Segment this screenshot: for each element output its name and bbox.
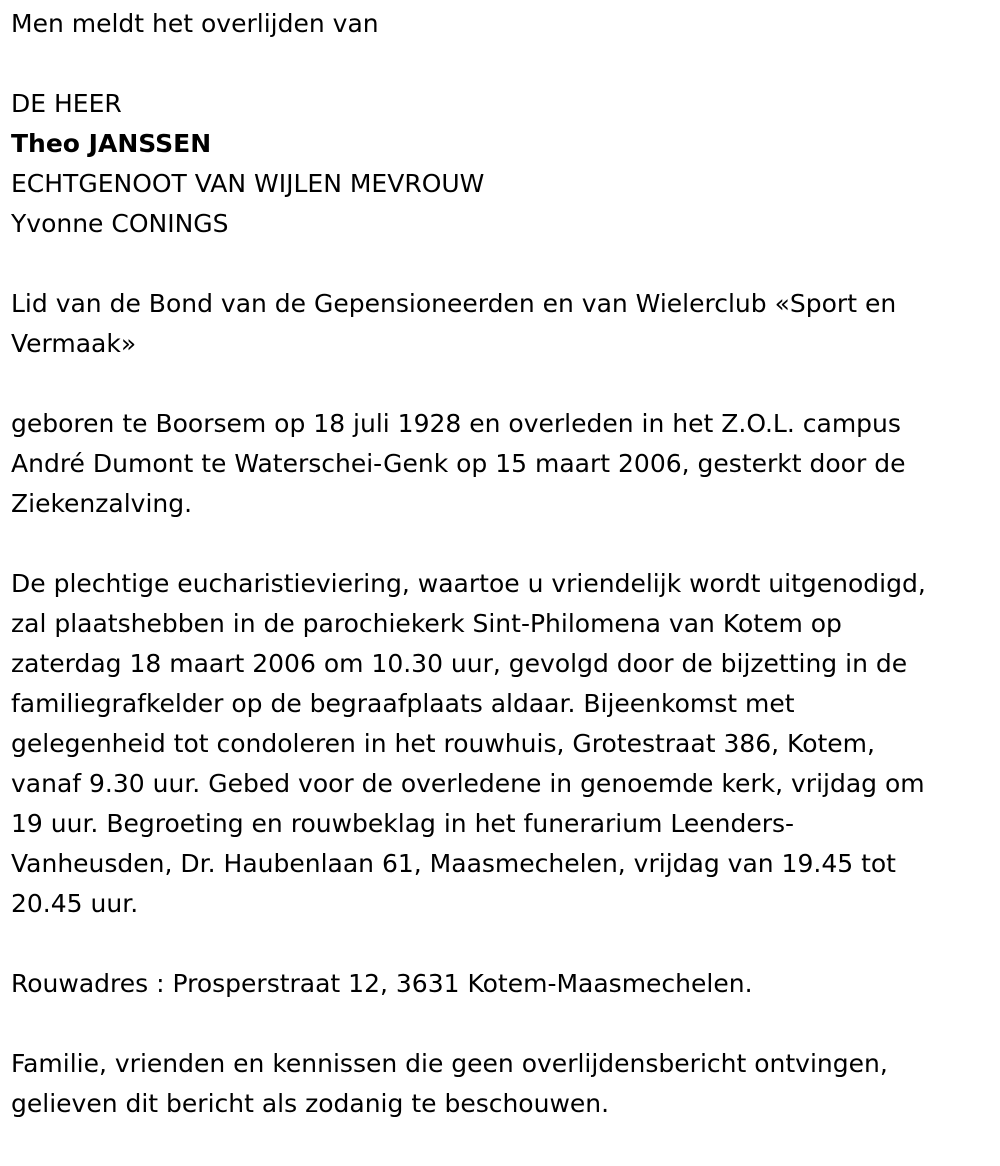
text-line: Vermaak» [11, 329, 137, 358]
relation-line: ECHTGENOOT VAN WIJLEN MEVROUW [11, 169, 485, 198]
death-notice [11, 4, 996, 1124]
spacer [11, 1004, 996, 1044]
intro-line: Men meldt het overlijden van [11, 9, 379, 38]
text-line: 20.45 uur. [11, 889, 139, 918]
text-line: Lid van de Bond van de Gepensioneerden en van Wielerclub «Sport en [11, 289, 897, 318]
closing-paragraph [11, 1044, 996, 1124]
text-line: André Dumont te Waterschei-Genk op 15 maart 2006, gesterkt door de [11, 449, 906, 478]
text-line: familiegrafkelder op de begraafplaats aldaar. Bijeenkomst met [11, 689, 795, 718]
text-line: zaterdag 18 maart 2006 om 10.30 uur, gevolgd door de bijzetting in de [11, 649, 908, 678]
birth-death-paragraph [11, 404, 996, 524]
deceased-name: Theo JANSSEN [11, 129, 212, 158]
text-line: vanaf 9.30 uur. Gebed voor de overledene in genoemde kerk, vrijdag om [11, 769, 925, 798]
text-line: geboren te Boorsem op 18 juli 1928 en overleden in het Z.O.L. campus [11, 409, 901, 438]
spacer [11, 364, 996, 404]
text-line: Ziekenzalving. [11, 489, 193, 518]
text-line: gelieven dit bericht als zodanig te beschouwen. [11, 1089, 610, 1118]
ceremony-paragraph [11, 564, 996, 924]
spacer [11, 44, 996, 84]
text-line: gelegenheid tot condoleren in het rouwhuis, Grotestraat 386, Kotem, [11, 729, 875, 758]
membership-paragraph [11, 284, 996, 364]
mourning-address: Rouwadres : Prosperstraat 12, 3631 Kotem-Maasmechelen. [11, 969, 753, 998]
title-line: DE HEER [11, 89, 122, 118]
spacer [11, 244, 996, 284]
text-line: De plechtige eucharistieviering, waartoe u vriendelijk wordt uitgenodigd, [11, 569, 926, 598]
spacer [11, 924, 996, 964]
spouse-name: Yvonne CONINGS [11, 209, 229, 238]
text-line: Familie, vrienden en kennissen die geen overlijdensbericht ontvingen, [11, 1049, 888, 1078]
spacer [11, 524, 996, 564]
text-line: zal plaatshebben in de parochiekerk Sint-Philomena van Kotem op [11, 609, 842, 638]
text-line: Vanheusden, Dr. Haubenlaan 61, Maasmechelen, vrijdag van 19.45 tot [11, 849, 896, 878]
text-line: 19 uur. Begroeting en rouwbeklag in het funerarium Leenders- [11, 809, 795, 838]
